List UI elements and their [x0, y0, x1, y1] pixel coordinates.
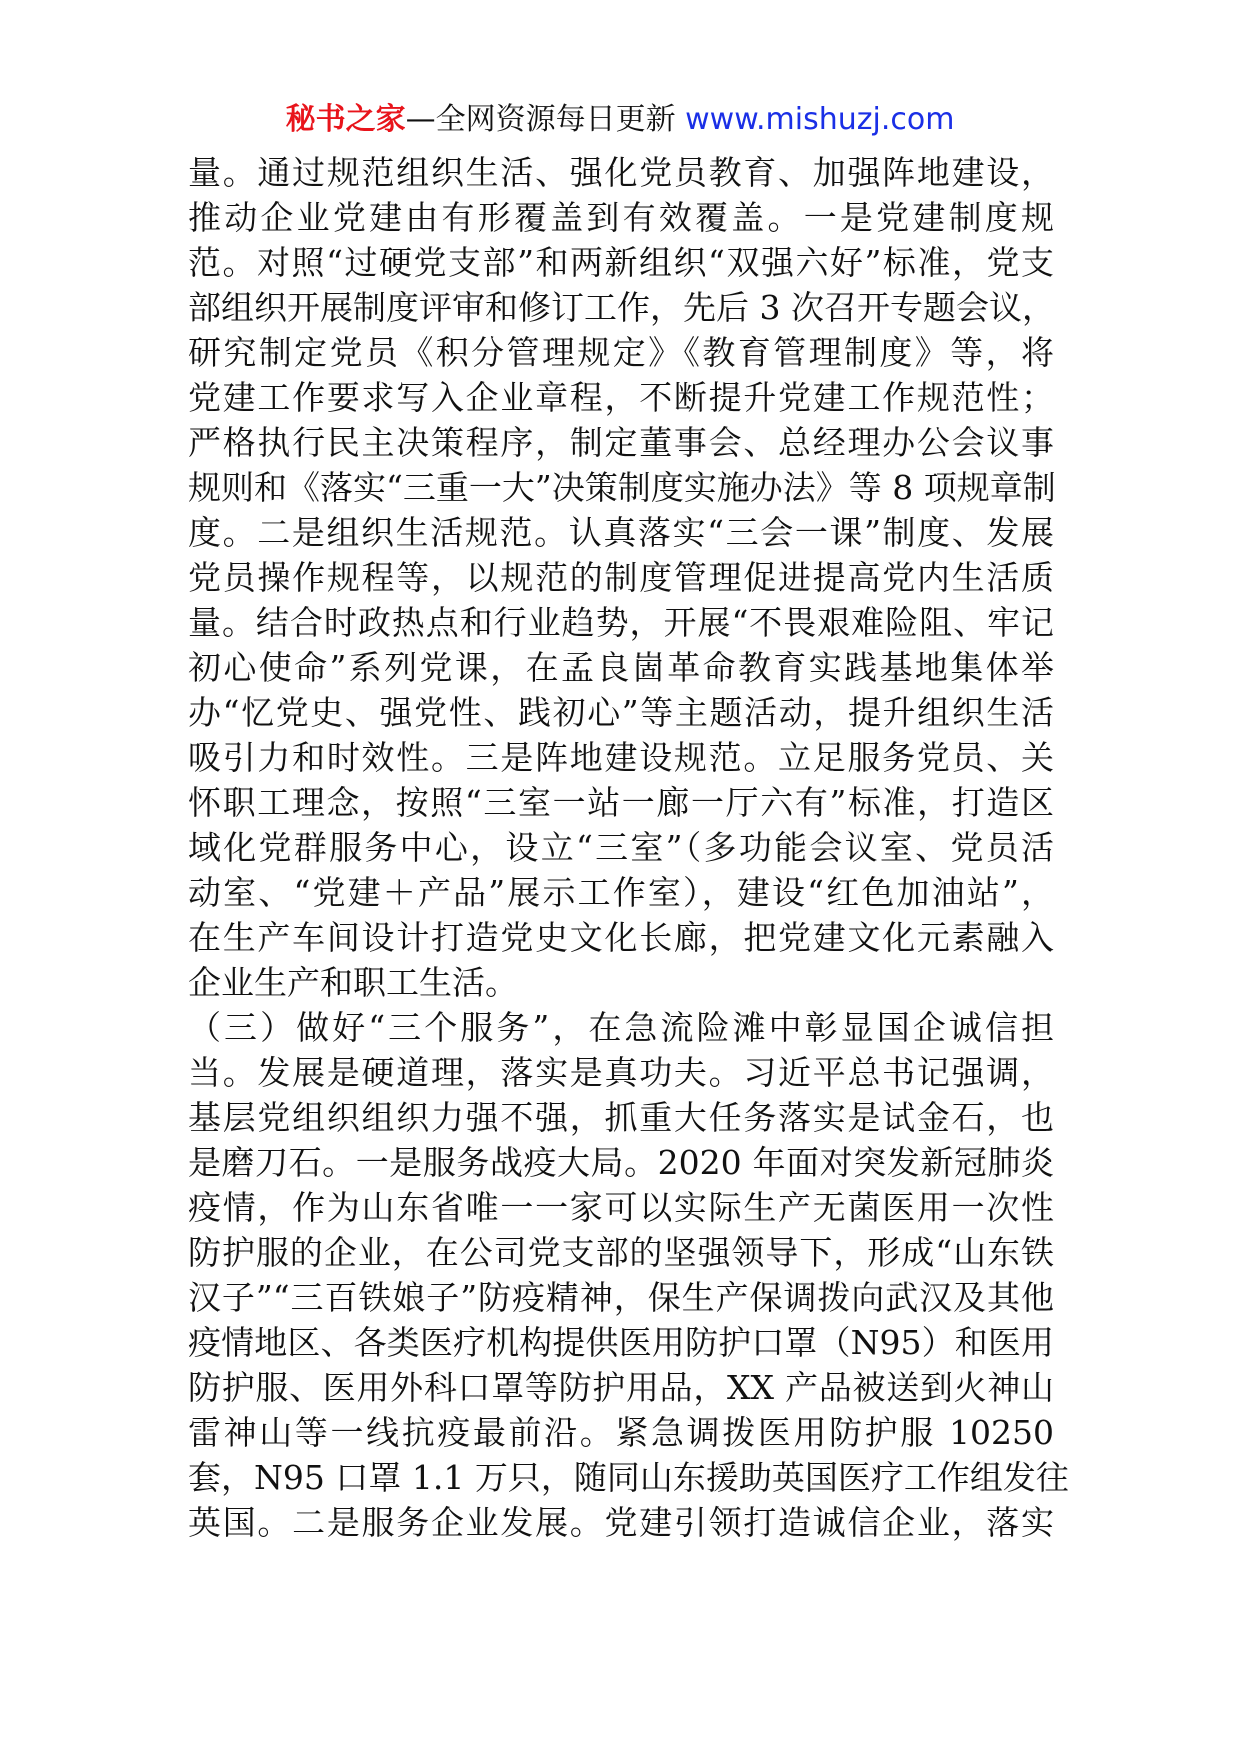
text-line: 严格执行民主决策程序，制定董事会、总经理办公会议事 — [188, 423, 1054, 462]
text-line: 当。发展是硬道理，落实是真功夫。习近平总书记强调， — [188, 1053, 1054, 1092]
text-line: 怀职工理念，按照“三室一站一廊一厅六有”标准，打造区 — [188, 783, 1054, 822]
document-body — [188, 150, 1069, 1545]
text-line: 疫情，作为山东省唯一一家可以实际生产无菌医用一次性 — [188, 1188, 1054, 1227]
text-line: 汉子”“三百铁娘子”防疫精神，保生产保调拨向武汉及其他 — [188, 1278, 1054, 1317]
text-line: 吸引力和时效性。三是阵地建设规范。立足服务党员、关 — [188, 738, 1054, 777]
text-line: 基层党组织组织力强不强，抓重大任务落实是试金石，也 — [188, 1098, 1054, 1137]
text-line: 推动企业党建由有形覆盖到有效覆盖。一是党建制度规 — [188, 198, 1054, 237]
text-line: 党建工作要求写入企业章程，不断提升党建工作规范性； — [188, 378, 1054, 417]
header-site-link[interactable]: www.mishuzj.com — [685, 102, 955, 137]
text-line: 疫情地区、各类医疗机构提供医用防护口罩（N95）和医用 — [188, 1323, 1054, 1362]
text-line: 英国。二是服务企业发展。党建引领打造诚信企业，落实 — [188, 1503, 1054, 1542]
text-line: 雷神山等一线抗疫最前沿。紧急调拨医用防护服 10250 — [188, 1413, 1054, 1452]
text-line: 域化党群服务中心，设立“三室”（多功能会议室、党员活 — [188, 828, 1054, 867]
text-line: 是磨刀石。一是服务战疫大局。2020 年面对突发新冠肺炎 — [188, 1143, 1054, 1182]
text-line: 范。对照“过硬党支部”和两新组织“双强六好”标准，党支 — [188, 243, 1054, 282]
paragraph-2 — [188, 1005, 1069, 1545]
text-line: （三）做好“三个服务”，在急流险滩中彰显国企诚信担 — [188, 1008, 1054, 1047]
text-line: 量。结合时政热点和行业趋势，开展“不畏艰难险阻、牢记 — [188, 603, 1054, 642]
header-slogan: —全网资源每日更新 — [405, 102, 676, 137]
text-line: 在生产车间设计打造党史文化长廊，把党建文化元素融入 — [188, 918, 1054, 957]
text-line: 度。二是组织生活规范。认真落实“三会一课”制度、发展 — [188, 513, 1054, 552]
text-line: 初心使命”系列党课，在孟良崮革命教育实践基地集体举 — [188, 648, 1054, 687]
text-line: 量。通过规范组织生活、强化党员教育、加强阵地建设， — [188, 153, 1054, 192]
text-line: 规则和《落实“三重一大”决策制度实施办法》等 8 项规章制 — [188, 468, 1056, 507]
text-line: 企业生产和职工生活。 — [188, 963, 518, 1002]
text-line: 研究制定党员《积分管理规定》《教育管理制度》等，将 — [188, 333, 1054, 372]
text-line: 防护服的企业，在公司党支部的坚强领导下，形成“山东铁 — [188, 1233, 1054, 1272]
page-header — [0, 100, 1240, 140]
text-line: 办“忆党史、强党性、践初心”等主题活动，提升组织生活 — [188, 693, 1054, 732]
header-brand: 秘书之家 — [285, 102, 406, 137]
text-line: 动室、“党建＋产品”展示工作室），建设“红色加油站”， — [188, 873, 1054, 912]
text-line: 部组织开展制度评审和修订工作，先后 3 次召开专题会议， — [188, 288, 1055, 327]
text-line: 防护服、医用外科口罩等防护用品，XX 产品被送到火神山 — [188, 1368, 1054, 1407]
text-line: 套，N95 口罩 1.1 万只，随同山东援助英国医疗工作组发往 — [188, 1458, 1069, 1497]
paragraph-1 — [188, 150, 1054, 1005]
text-line: 党员操作规程等，以规范的制度管理促进提高党内生活质 — [188, 558, 1054, 597]
